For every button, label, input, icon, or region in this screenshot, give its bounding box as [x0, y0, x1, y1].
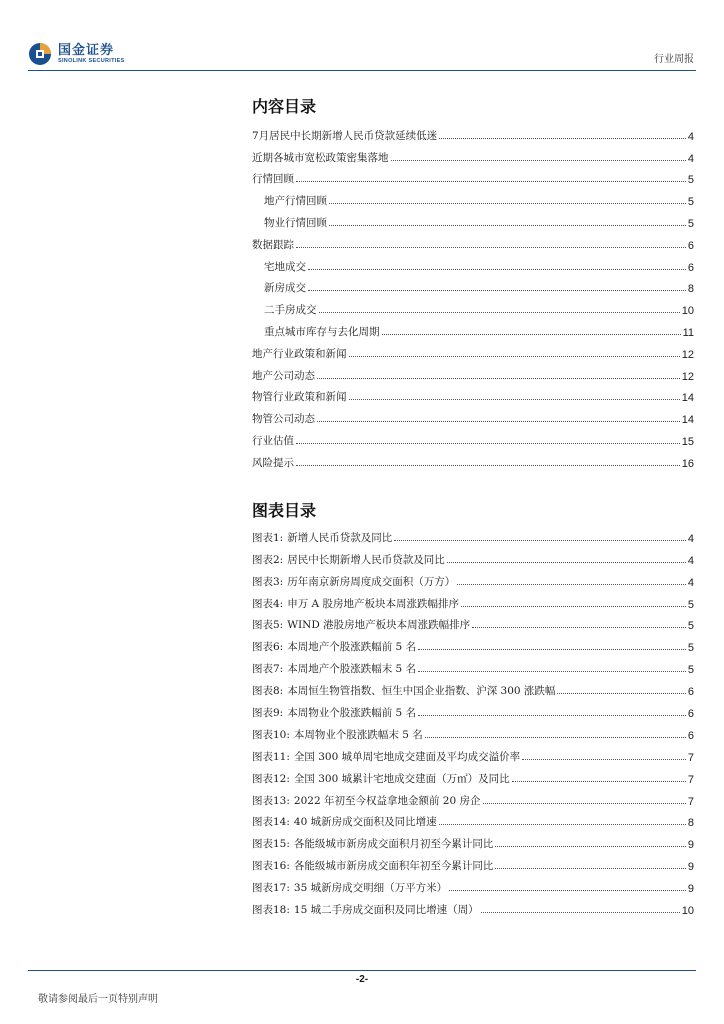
toc-leader-dots [308, 269, 686, 270]
toc-entry-title: 地产行业政策和新闻 [252, 347, 347, 360]
figure-entry-title: 15 城二手房成交面积及同比增速（周） [293, 904, 479, 917]
toc-entry[interactable] [252, 339, 694, 361]
toc-leader-dots [329, 225, 686, 226]
toc-entry-title: 近期各城市宽松政策密集落地 [252, 151, 389, 164]
figure-entry-label: 图表4: [252, 597, 284, 610]
toc-entry[interactable] [252, 143, 694, 165]
figure-entry-title: 本周地产个股涨跌幅前 5 名 [287, 641, 417, 654]
figure-entry-page: 9 [687, 839, 694, 852]
figure-entry[interactable] [252, 742, 694, 764]
toc-entry-page: 8 [687, 283, 694, 296]
logo-cn-text: 国金证券 [58, 42, 115, 58]
figure-entry-title: 申万 A 股房地产板块本周涨跌幅排序 [287, 597, 459, 610]
figure-entry[interactable] [252, 523, 694, 545]
toc-entry[interactable] [252, 317, 694, 339]
figure-entry-label: 图表17: [252, 882, 290, 895]
toc-leader-dots [349, 399, 680, 400]
figure-entry-label: 图表6: [252, 641, 284, 654]
figure-entry-label: 图表3: [252, 575, 284, 588]
toc-leader-dots [308, 290, 686, 291]
contents-title: 内容目录 [252, 97, 317, 116]
toc-leader-dots [391, 160, 686, 161]
figure-entry-label: 图表12: [252, 772, 290, 785]
figure-leader-dots [449, 890, 686, 891]
toc-entry-page: 15 [681, 435, 694, 448]
figure-leader-dots [557, 693, 685, 694]
figure-entry-title: WIND 港股房地产板块本周涨跌幅排序 [287, 619, 471, 632]
figure-entry-label: 图表1: [252, 531, 284, 544]
figure-entry-page: 9 [687, 861, 694, 874]
figure-entry-title: 35 城新房成交明细（万平方米） [293, 882, 448, 895]
figure-entry-label: 图表18: [252, 904, 290, 917]
figure-entry[interactable] [252, 567, 694, 589]
figures-title: 图表目录 [252, 501, 317, 520]
figure-entry-title: 各能级城市新房成交面积月初至今累计同比 [293, 838, 494, 851]
figure-entry-page: 7 [687, 795, 694, 808]
toc-entry-title: 宅地成交 [264, 260, 306, 273]
toc-leader-dots [382, 334, 681, 335]
toc-entry[interactable] [252, 252, 694, 274]
figure-entry-page: 6 [687, 729, 694, 742]
figure-entry-label: 图表9: [252, 707, 284, 720]
figure-leader-dots [425, 737, 686, 738]
toc-entry-page: 14 [681, 392, 694, 405]
figure-entry-page: 8 [687, 817, 694, 830]
figure-entry[interactable] [252, 873, 694, 895]
figure-entry-title: 全国 300 城单周宅地成交建面及平均成交溢价率 [293, 750, 521, 763]
figure-leader-dots [418, 649, 686, 650]
toc-entry-title: 风险提示 [252, 456, 294, 469]
toc-entry-page: 6 [687, 239, 694, 252]
toc-entry-page: 16 [681, 457, 694, 470]
toc-entry[interactable] [252, 208, 694, 230]
figure-entry-title: 本周恒生物管指数、恒生中国企业指数、沪深 300 涨跌幅 [287, 685, 556, 698]
figure-entry[interactable] [252, 611, 694, 633]
figure-entry[interactable] [252, 786, 694, 808]
figure-entry-page: 4 [687, 576, 694, 589]
page-header [0, 0, 724, 72]
toc-entry-page: 14 [681, 414, 694, 427]
toc-entry-title: 二手房成交 [264, 304, 317, 317]
toc-leader-dots [329, 203, 686, 204]
company-logo [28, 42, 125, 66]
figure-entry-page: 4 [687, 532, 694, 545]
toc-entry-page: 5 [687, 217, 694, 230]
figure-entry-page: 5 [687, 620, 694, 633]
figure-entry-title: 本周物业个股涨跌幅前 5 名 [287, 707, 417, 720]
toc-entry-page: 12 [681, 370, 694, 383]
figure-entry-title: 本周物业个股涨跌幅末 5 名 [293, 728, 423, 741]
toc-entry-title: 新房成交 [264, 282, 306, 295]
toc-entry[interactable] [252, 404, 694, 426]
figure-leader-dots [512, 781, 686, 782]
toc-entry[interactable] [252, 295, 694, 317]
figure-leader-dots [522, 759, 686, 760]
toc-entry-page: 4 [687, 130, 694, 143]
figure-entry-page: 5 [687, 642, 694, 655]
toc-entry-page: 5 [687, 196, 694, 209]
figure-leader-dots [439, 824, 686, 825]
disclaimer-text: 敬请参阅最后一页特别声明 [38, 994, 158, 1005]
toc-entry-page: 6 [687, 261, 694, 274]
figure-leader-dots [461, 606, 686, 607]
toc-entry-title: 地产公司动态 [252, 369, 315, 382]
toc-leader-dots [296, 181, 686, 182]
figure-entry-label: 图表5: [252, 619, 284, 632]
toc-entry[interactable] [252, 230, 694, 252]
figure-leader-dots [418, 715, 686, 716]
figure-entry[interactable] [252, 895, 694, 917]
toc-entry[interactable] [252, 165, 694, 187]
figure-entry-page: 6 [687, 686, 694, 699]
toc-leader-dots [439, 138, 686, 139]
figure-entry-title: 全国 300 城累计宅地成交建面（万㎡）及同比 [293, 772, 510, 785]
figure-entry-label: 图表10: [252, 728, 290, 741]
figure-entry-title: 2022 年初至今权益拿地金额前 20 房企 [293, 794, 481, 807]
figure-entry-page: 7 [687, 751, 694, 764]
figure-entry[interactable] [252, 654, 694, 676]
toc-entry-title: 物业行情回顾 [264, 216, 327, 229]
toc-leader-dots [349, 356, 680, 357]
toc-entry-page: 10 [681, 305, 694, 318]
figure-entry-page: 5 [687, 598, 694, 611]
toc-leader-dots [296, 465, 680, 466]
page-number: -2- [355, 974, 369, 985]
figure-leader-dots [483, 803, 686, 804]
header-divider [28, 70, 696, 71]
toc-leader-dots [317, 421, 680, 422]
figure-entry-label: 图表14: [252, 816, 290, 829]
figure-entry-label: 图表7: [252, 663, 284, 676]
toc-entry-page: 5 [687, 174, 694, 187]
report-type-label: 行业周报 [654, 54, 694, 65]
figures-list [252, 523, 694, 917]
toc-entry-title: 数据跟踪 [252, 238, 294, 251]
figure-entry[interactable] [252, 851, 694, 873]
toc-leader-dots [319, 312, 680, 313]
figure-entry-page: 9 [687, 883, 694, 896]
figure-entry-label: 图表13: [252, 794, 290, 807]
figure-entry[interactable] [252, 720, 694, 742]
figure-entry-title: 40 城新房成交面积及同比增速 [293, 816, 437, 829]
figure-entry-title: 新增人民币贷款及同比 [287, 531, 393, 544]
figure-entry[interactable] [252, 808, 694, 830]
figure-entry[interactable] [252, 632, 694, 654]
figure-leader-dots [418, 671, 686, 672]
toc-entry[interactable] [252, 426, 694, 448]
toc-entry[interactable] [252, 274, 694, 296]
toc-entry-page: 4 [687, 152, 694, 165]
figure-entry-title: 本周地产个股涨跌幅末 5 名 [287, 663, 417, 676]
footer-divider [28, 970, 696, 971]
contents-list [252, 121, 694, 470]
logo-en-text: SINOLINK SECURITIES [58, 57, 125, 64]
figure-entry-page: 4 [687, 554, 694, 567]
figure-entry-page: 7 [687, 773, 694, 786]
toc-leader-dots [317, 378, 680, 379]
toc-entry-title: 地产行情回顾 [264, 195, 327, 208]
figure-entry[interactable] [252, 676, 694, 698]
toc-entry[interactable] [252, 448, 694, 470]
figure-entry-title: 居民中长期新增人民币贷款及同比 [287, 553, 445, 566]
figure-entry-title: 各能级城市新房成交面积年初至今累计同比 [293, 860, 494, 873]
figure-leader-dots [472, 627, 686, 628]
figure-leader-dots [495, 846, 685, 847]
figure-leader-dots [457, 584, 686, 585]
figure-entry[interactable] [252, 589, 694, 611]
figure-entry-label: 图表16: [252, 860, 290, 873]
toc-entry[interactable] [252, 361, 694, 383]
figure-entry-page: 5 [687, 664, 694, 677]
figure-entry[interactable] [252, 829, 694, 851]
figure-entry-title: 历年南京新房周度成交面积（万方） [287, 575, 456, 588]
toc-leader-dots [296, 443, 680, 444]
toc-entry-title: 行情回顾 [252, 173, 294, 186]
figure-entry-label: 图表11: [252, 750, 290, 763]
toc-entry[interactable] [252, 383, 694, 405]
figure-leader-dots [394, 540, 686, 541]
toc-entry-title: 物管行业政策和新闻 [252, 391, 347, 404]
figure-leader-dots [495, 868, 685, 869]
figure-entry-label: 图表8: [252, 685, 284, 698]
toc-entry-title: 重点城市库存与去化周期 [264, 325, 380, 338]
sinolink-logo-icon [28, 42, 52, 66]
toc-entry-title: 7月居民中长期新增人民币贷款延续低迷 [252, 129, 438, 142]
figure-entry[interactable] [252, 698, 694, 720]
figure-entry-label: 图表15: [252, 838, 290, 851]
figure-leader-dots [447, 562, 686, 563]
figure-entry[interactable] [252, 764, 694, 786]
toc-entry-title: 行业估值 [252, 434, 294, 447]
toc-leader-dots [296, 247, 686, 248]
toc-entry-page: 11 [682, 326, 694, 339]
toc-entry[interactable] [252, 121, 694, 143]
figure-entry[interactable] [252, 545, 694, 567]
toc-entry-page: 12 [681, 348, 694, 361]
toc-entry[interactable] [252, 186, 694, 208]
figure-leader-dots [481, 912, 680, 913]
figure-entry-page: 6 [687, 708, 694, 721]
figure-entry-page: 10 [681, 905, 694, 918]
figure-entry-label: 图表2: [252, 553, 284, 566]
toc-entry-title: 物管公司动态 [252, 413, 315, 426]
